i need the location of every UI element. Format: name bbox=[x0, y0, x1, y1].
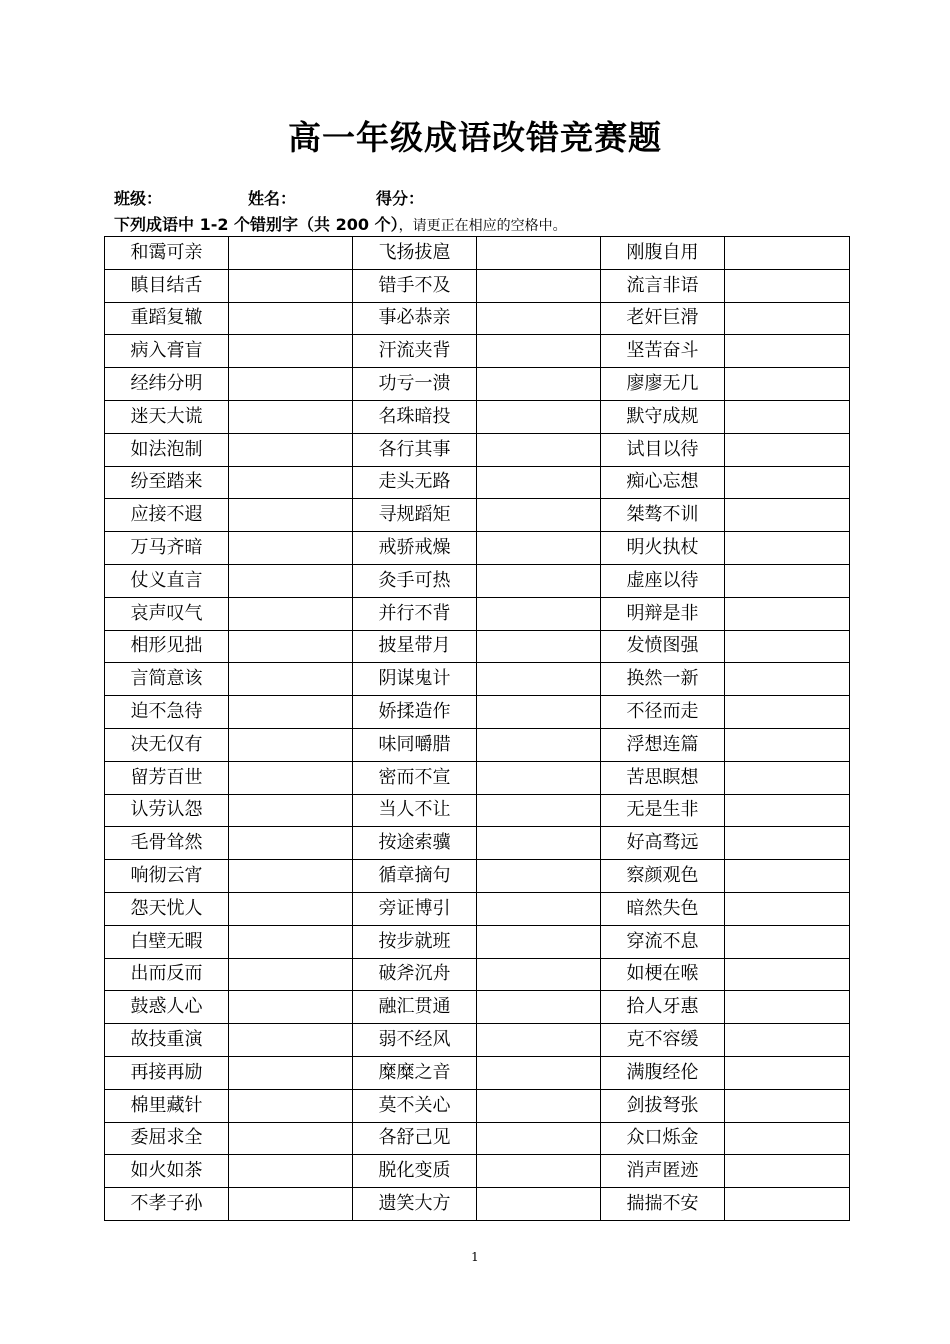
answer-cell[interactable] bbox=[229, 794, 353, 827]
answer-cell[interactable] bbox=[477, 663, 601, 696]
idiom-cell: 相形见拙 bbox=[105, 630, 229, 663]
idiom-cell: 瞋目结舌 bbox=[105, 269, 229, 302]
answer-cell[interactable] bbox=[477, 433, 601, 466]
answer-cell[interactable] bbox=[229, 433, 353, 466]
table-row bbox=[105, 794, 850, 827]
answer-cell[interactable] bbox=[229, 466, 353, 499]
table-row bbox=[105, 761, 850, 794]
idiom-cell: 委屈求全 bbox=[105, 1122, 229, 1155]
idiom-cell: 脱化变质 bbox=[353, 1155, 477, 1188]
idiom-cell: 仗义直言 bbox=[105, 564, 229, 597]
answer-cell[interactable] bbox=[725, 761, 850, 794]
idiom-cell: 毛骨耸然 bbox=[105, 827, 229, 860]
idiom-cell: 剑拔弩张 bbox=[601, 1089, 725, 1122]
table-row bbox=[105, 663, 850, 696]
idiom-cell: 如法泡制 bbox=[105, 433, 229, 466]
idiom-cell: 如梗在喉 bbox=[601, 958, 725, 991]
idiom-cell: 换然一新 bbox=[601, 663, 725, 696]
idiom-cell: 循章摘句 bbox=[353, 860, 477, 893]
idiom-cell: 寻规蹈矩 bbox=[353, 499, 477, 532]
answer-cell[interactable] bbox=[229, 827, 353, 860]
answer-cell[interactable] bbox=[477, 400, 601, 433]
answer-cell[interactable] bbox=[477, 466, 601, 499]
page-title: 高一年级成语改错竞赛题 bbox=[288, 118, 662, 157]
answer-cell[interactable] bbox=[477, 925, 601, 958]
idiom-cell: 错手不及 bbox=[353, 269, 477, 302]
answer-cell[interactable] bbox=[477, 728, 601, 761]
answer-cell[interactable] bbox=[477, 368, 601, 401]
answer-cell[interactable] bbox=[725, 368, 850, 401]
table-row bbox=[105, 368, 850, 401]
idiom-cell: 察颜观色 bbox=[601, 860, 725, 893]
answer-cell[interactable] bbox=[229, 761, 353, 794]
answer-cell[interactable] bbox=[477, 794, 601, 827]
idiom-cell: 糜糜之音 bbox=[353, 1056, 477, 1089]
instructions-bold: 下列成语中 1-2 个错别字（共 200 个） bbox=[114, 215, 399, 234]
idiom-cell: 飞扬拔扈 bbox=[353, 237, 477, 270]
idiom-cell: 阴谋鬼计 bbox=[353, 663, 477, 696]
answer-cell[interactable] bbox=[477, 892, 601, 925]
answer-cell[interactable] bbox=[477, 1089, 601, 1122]
idiom-cell: 灸手可热 bbox=[353, 564, 477, 597]
idiom-cell: 决无仅有 bbox=[105, 728, 229, 761]
idiom-cell: 病入膏盲 bbox=[105, 335, 229, 368]
idiom-cell: 再接再励 bbox=[105, 1056, 229, 1089]
answer-cell[interactable] bbox=[229, 1024, 353, 1057]
table-row bbox=[105, 958, 850, 991]
answer-cell[interactable] bbox=[725, 499, 850, 532]
table-row bbox=[105, 892, 850, 925]
answer-cell[interactable] bbox=[725, 892, 850, 925]
idiom-cell: 披星带月 bbox=[353, 630, 477, 663]
answer-cell[interactable] bbox=[725, 794, 850, 827]
idiom-cell: 揣揣不安 bbox=[601, 1188, 725, 1221]
idiom-cell: 消声匿迹 bbox=[601, 1155, 725, 1188]
idiom-cell: 白壁无暇 bbox=[105, 925, 229, 958]
answer-cell[interactable] bbox=[477, 269, 601, 302]
idiom-cell: 克不容缓 bbox=[601, 1024, 725, 1057]
answer-cell[interactable] bbox=[477, 1024, 601, 1057]
answer-cell[interactable] bbox=[229, 1155, 353, 1188]
table-row bbox=[105, 532, 850, 565]
answer-cell[interactable] bbox=[477, 958, 601, 991]
page-number: 1 bbox=[471, 1250, 479, 1264]
idiom-cell: 汗流夹背 bbox=[353, 335, 477, 368]
idiom-cell: 迫不急待 bbox=[105, 696, 229, 729]
idiom-cell: 当人不让 bbox=[353, 794, 477, 827]
score-label: 得分： bbox=[376, 189, 425, 208]
idiom-cell: 桀骜不训 bbox=[601, 499, 725, 532]
answer-cell[interactable] bbox=[477, 991, 601, 1024]
answer-cell[interactable] bbox=[229, 1089, 353, 1122]
table-row bbox=[105, 1089, 850, 1122]
answer-cell[interactable] bbox=[725, 237, 850, 270]
idiom-cell: 密而不宣 bbox=[353, 761, 477, 794]
idiom-cell: 穿流不息 bbox=[601, 925, 725, 958]
idiom-cell: 迷天大谎 bbox=[105, 400, 229, 433]
answer-cell[interactable] bbox=[725, 728, 850, 761]
answer-cell[interactable] bbox=[229, 1056, 353, 1089]
idiom-cell: 明辩是非 bbox=[601, 597, 725, 630]
answer-cell[interactable] bbox=[229, 499, 353, 532]
answer-cell[interactable] bbox=[725, 663, 850, 696]
table-row bbox=[105, 466, 850, 499]
table-row bbox=[105, 1188, 850, 1221]
answer-cell[interactable] bbox=[725, 630, 850, 663]
idiom-cell: 明火执杖 bbox=[601, 532, 725, 565]
idiom-cell: 万马齐暗 bbox=[105, 532, 229, 565]
answer-cell[interactable] bbox=[725, 696, 850, 729]
answer-cell[interactable] bbox=[229, 892, 353, 925]
instructions-normal: ，请更正在相应的空格中。 bbox=[398, 218, 567, 234]
idiom-cell: 留芳百世 bbox=[105, 761, 229, 794]
answer-cell[interactable] bbox=[725, 1188, 850, 1221]
idiom-cell: 按途索骥 bbox=[353, 827, 477, 860]
name-label: 姓名： bbox=[248, 189, 297, 208]
idiom-cell: 老奸巨滑 bbox=[601, 302, 725, 335]
table-row bbox=[105, 860, 850, 893]
answer-cell[interactable] bbox=[229, 400, 353, 433]
table-row bbox=[105, 269, 850, 302]
idiom-cell: 并行不背 bbox=[353, 597, 477, 630]
answer-cell[interactable] bbox=[229, 1188, 353, 1221]
answer-cell[interactable] bbox=[229, 532, 353, 565]
idiom-cell: 各舒己见 bbox=[353, 1122, 477, 1155]
answer-cell[interactable] bbox=[229, 237, 353, 270]
answer-cell[interactable] bbox=[725, 827, 850, 860]
idiom-cell: 莫不关心 bbox=[353, 1089, 477, 1122]
answer-cell[interactable] bbox=[725, 335, 850, 368]
idiom-cell: 走头无路 bbox=[353, 466, 477, 499]
answer-cell[interactable] bbox=[725, 433, 850, 466]
table-row bbox=[105, 237, 850, 270]
idiom-cell: 刚腹自用 bbox=[601, 237, 725, 270]
table-row bbox=[105, 696, 850, 729]
idiom-cell: 试目以待 bbox=[601, 433, 725, 466]
table-row bbox=[105, 335, 850, 368]
idiom-cell: 不径而走 bbox=[601, 696, 725, 729]
idiom-cell: 名珠暗投 bbox=[353, 400, 477, 433]
idiom-cell: 拾人牙惠 bbox=[601, 991, 725, 1024]
answer-cell[interactable] bbox=[725, 564, 850, 597]
idiom-cell: 廖廖无几 bbox=[601, 368, 725, 401]
idiom-cell: 苦思瞑想 bbox=[601, 761, 725, 794]
answer-cell[interactable] bbox=[725, 597, 850, 630]
idiom-cell: 出而反而 bbox=[105, 958, 229, 991]
idiom-cell: 无是生非 bbox=[601, 794, 725, 827]
idiom-cell: 好高骛远 bbox=[601, 827, 725, 860]
answer-cell[interactable] bbox=[477, 630, 601, 663]
answer-cell[interactable] bbox=[229, 597, 353, 630]
idiom-cell: 众口烁金 bbox=[601, 1122, 725, 1155]
table-row bbox=[105, 499, 850, 532]
idiom-cell: 味同嚼腊 bbox=[353, 728, 477, 761]
answer-cell[interactable] bbox=[477, 597, 601, 630]
idiom-cell: 坚苦奋斗 bbox=[601, 335, 725, 368]
answer-cell[interactable] bbox=[477, 761, 601, 794]
idiom-cell: 旁证博引 bbox=[353, 892, 477, 925]
table-row bbox=[105, 302, 850, 335]
answer-cell[interactable] bbox=[229, 564, 353, 597]
idiom-cell: 功亏一溃 bbox=[353, 368, 477, 401]
answer-cell[interactable] bbox=[229, 302, 353, 335]
answer-cell[interactable] bbox=[725, 1122, 850, 1155]
idiom-cell: 戒骄戒燥 bbox=[353, 532, 477, 565]
answer-cell[interactable] bbox=[725, 991, 850, 1024]
idiom-cell: 经纬分明 bbox=[105, 368, 229, 401]
idiom-cell: 默守成规 bbox=[601, 400, 725, 433]
idiom-cell: 暗然失色 bbox=[601, 892, 725, 925]
idiom-cell: 按步就班 bbox=[353, 925, 477, 958]
idiom-cell: 弱不经风 bbox=[353, 1024, 477, 1057]
answer-cell[interactable] bbox=[477, 532, 601, 565]
answer-cell[interactable] bbox=[477, 564, 601, 597]
table-row bbox=[105, 991, 850, 1024]
idiom-cell: 应接不遐 bbox=[105, 499, 229, 532]
idiom-cell: 重蹈复辙 bbox=[105, 302, 229, 335]
idiom-cell: 如火如茶 bbox=[105, 1155, 229, 1188]
answer-cell[interactable] bbox=[229, 335, 353, 368]
table-row bbox=[105, 1122, 850, 1155]
table-row bbox=[105, 1155, 850, 1188]
answer-cell[interactable] bbox=[725, 269, 850, 302]
answer-cell[interactable] bbox=[725, 532, 850, 565]
idiom-cell: 各行其事 bbox=[353, 433, 477, 466]
answer-cell[interactable] bbox=[725, 1155, 850, 1188]
answer-cell[interactable] bbox=[229, 728, 353, 761]
idiom-cell: 纷至踏来 bbox=[105, 466, 229, 499]
answer-cell[interactable] bbox=[725, 400, 850, 433]
answer-cell[interactable] bbox=[725, 302, 850, 335]
idiom-cell: 棉里藏针 bbox=[105, 1089, 229, 1122]
answer-cell[interactable] bbox=[229, 630, 353, 663]
idiom-cell: 怨天忧人 bbox=[105, 892, 229, 925]
table-row bbox=[105, 433, 850, 466]
idiom-cell: 响彻云宵 bbox=[105, 860, 229, 893]
idiom-cell: 认劳认怨 bbox=[105, 794, 229, 827]
idiom-cell: 发愤图强 bbox=[601, 630, 725, 663]
answer-cell[interactable] bbox=[725, 860, 850, 893]
answer-cell[interactable] bbox=[229, 925, 353, 958]
table-row bbox=[105, 728, 850, 761]
idiom-cell: 哀声叹气 bbox=[105, 597, 229, 630]
answer-cell[interactable] bbox=[477, 237, 601, 270]
idiom-cell: 事必恭亲 bbox=[353, 302, 477, 335]
table-row bbox=[105, 1056, 850, 1089]
idiom-cell: 痴心忘想 bbox=[601, 466, 725, 499]
answer-cell[interactable] bbox=[725, 466, 850, 499]
answer-cell[interactable] bbox=[725, 958, 850, 991]
answer-cell[interactable] bbox=[229, 991, 353, 1024]
answer-cell[interactable] bbox=[229, 663, 353, 696]
idiom-cell: 鼓惑人心 bbox=[105, 991, 229, 1024]
answer-cell[interactable] bbox=[725, 1056, 850, 1089]
answer-cell[interactable] bbox=[229, 269, 353, 302]
answer-cell[interactable] bbox=[477, 302, 601, 335]
table-row bbox=[105, 564, 850, 597]
idiom-cell: 故技重演 bbox=[105, 1024, 229, 1057]
answer-cell[interactable] bbox=[229, 860, 353, 893]
answer-cell[interactable] bbox=[725, 1024, 850, 1057]
class-label: 班级： bbox=[114, 189, 163, 208]
answer-cell[interactable] bbox=[477, 1155, 601, 1188]
idiom-cell: 流言非语 bbox=[601, 269, 725, 302]
instructions bbox=[114, 212, 567, 235]
table-row bbox=[105, 827, 850, 860]
table-row bbox=[105, 1024, 850, 1057]
answer-cell[interactable] bbox=[477, 860, 601, 893]
answer-cell[interactable] bbox=[477, 335, 601, 368]
idiom-cell: 满腹经伦 bbox=[601, 1056, 725, 1089]
answer-cell[interactable] bbox=[477, 827, 601, 860]
table-row bbox=[105, 925, 850, 958]
answer-cell[interactable] bbox=[477, 1188, 601, 1221]
answer-cell[interactable] bbox=[477, 1056, 601, 1089]
answer-cell[interactable] bbox=[725, 925, 850, 958]
answer-cell[interactable] bbox=[229, 958, 353, 991]
idiom-cell: 浮想连篇 bbox=[601, 728, 725, 761]
table-row bbox=[105, 400, 850, 433]
answer-cell[interactable] bbox=[229, 368, 353, 401]
answer-cell[interactable] bbox=[477, 499, 601, 532]
idiom-table bbox=[104, 236, 850, 1221]
answer-cell[interactable] bbox=[477, 696, 601, 729]
answer-cell[interactable] bbox=[477, 1122, 601, 1155]
idiom-cell: 融汇贯通 bbox=[353, 991, 477, 1024]
idiom-cell: 不孝子孙 bbox=[105, 1188, 229, 1221]
idiom-cell: 破斧沉舟 bbox=[353, 958, 477, 991]
idiom-cell: 虚座以待 bbox=[601, 564, 725, 597]
idiom-cell: 言简意该 bbox=[105, 663, 229, 696]
answer-cell[interactable] bbox=[229, 1122, 353, 1155]
idiom-cell: 遗笑大方 bbox=[353, 1188, 477, 1221]
idiom-cell: 和霭可亲 bbox=[105, 237, 229, 270]
idiom-cell: 娇揉造作 bbox=[353, 696, 477, 729]
student-info-line bbox=[114, 186, 424, 209]
answer-cell[interactable] bbox=[229, 696, 353, 729]
table-row bbox=[105, 630, 850, 663]
table-row bbox=[105, 597, 850, 630]
answer-cell[interactable] bbox=[725, 1089, 850, 1122]
